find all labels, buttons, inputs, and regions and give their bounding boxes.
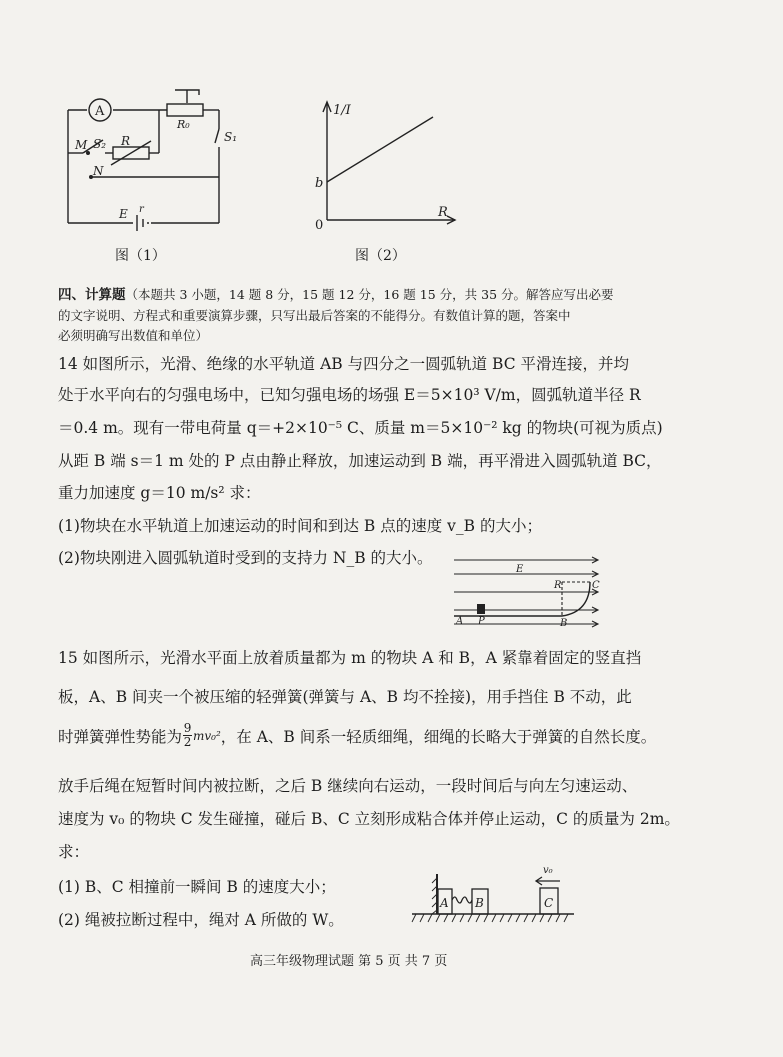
q15-fraction xyxy=(183,722,192,749)
q15-v0-label: v₀ xyxy=(543,865,553,876)
q15-line3 xyxy=(58,722,656,749)
q14-line1: 14 如图所示，光滑、绝缘的水平轨道 AB 与四分之一圆弧轨道 BC 平滑连接，并均 xyxy=(58,355,629,373)
q15-sub2: (2) 绳被拉断过程中，绳对 A 所做的 W。 xyxy=(58,911,344,929)
x-axis-label: R xyxy=(438,205,448,220)
r0-label: R₀ xyxy=(177,118,190,131)
q15-line5: 速度为 v₀ 的物块 C 发生碰撞，碰后 B、C 立刻形成粘合体并停止运动，C 的质量为 2m。 xyxy=(58,810,680,828)
ammeter-label: A xyxy=(95,104,105,119)
n-label: N xyxy=(93,164,104,178)
q14-line2: 处于水平向右的匀强电场中，已知匀强电场的场强 E＝5×10³ V/m，圆弧轨道半径 R xyxy=(58,386,641,404)
q14-sub1: (1)物块在水平轨道上加速运动的时间和到达 B 点的速度 v_B 的大小； xyxy=(58,517,542,535)
q14-b-label: B xyxy=(560,618,568,629)
q14-c-label: C xyxy=(592,580,600,591)
q14-sub2: (2)物块刚进入圆弧轨道时受到的支持力 N_B 的大小。 xyxy=(58,549,433,567)
q14-line3: ＝0.4 m。现有一带电荷量 q＝+2×10⁻⁵ C、质量 m＝5×10⁻² kg 的物块(可视为质点) xyxy=(58,419,663,437)
q15-sub1: (1) B、C 相撞前一瞬间 B 的速度大小； xyxy=(58,878,336,896)
e-label: E xyxy=(119,207,128,221)
circuit-diagram xyxy=(55,85,255,235)
q15-a-label: A xyxy=(440,896,449,910)
section4-note-line3: 必须明确写出数值和单位） xyxy=(58,328,209,343)
q15-line3-expr: mv₀² xyxy=(193,728,221,743)
section4-note-line2: 的文字说明、方程式和重要演算步骤，只写出最后答案的不能得分。有数值计算的题，答案中 xyxy=(58,308,571,323)
m-label: M xyxy=(75,138,88,152)
q14-p-label: P xyxy=(478,616,485,627)
q14-e-label: E xyxy=(516,564,524,575)
section4-title: 四、计算题 xyxy=(58,287,126,303)
q15-c-label: C xyxy=(544,896,554,910)
q14-line4: 从距 B 端 s＝1 m 处的 P 点由静止释放，加速运动到 B 端，再平滑进入圆弧轨道 BC， xyxy=(58,452,662,470)
r-label: R xyxy=(121,134,131,148)
section4-note-line1: （本题共 3 小题，14 题 8 分，15 题 12 分，16 题 15 分，共 35 分。解答应写出必要 xyxy=(125,287,614,302)
q15-blocks-diagram xyxy=(410,856,590,932)
graph-1-over-i xyxy=(305,92,465,232)
figure1-caption: 图（1） xyxy=(115,248,166,264)
figure2-caption: 图（2） xyxy=(355,248,406,264)
s1-label: S₁ xyxy=(224,130,238,144)
q14-field-track-diagram xyxy=(450,552,610,632)
q15-line4: 放手后绳在短暂时间内被拉断，之后 B 继续向右运动，一段时间后与向左匀速运动、 xyxy=(58,777,638,795)
page-footer: 高三年级物理试题 第 5 页 共 7 页 xyxy=(250,954,448,969)
q15-line3-post: ，在 A、B 间系一轻质细绳，细绳的长略大于弹簧的自然长度。 xyxy=(220,727,657,746)
section4-heading xyxy=(58,284,614,306)
s2-label: S₂ xyxy=(93,137,107,151)
origin-label: 0 xyxy=(315,218,324,232)
q14-r-label: R xyxy=(554,580,562,591)
intercept-label: b xyxy=(315,176,324,191)
q15-fraction-denominator: 2 xyxy=(183,735,192,749)
q15-fraction-numerator: 9 xyxy=(183,721,192,735)
q15-line3-pre: 时弹簧弹性势能为 xyxy=(58,727,183,746)
q15-line6: 求： xyxy=(58,843,90,861)
q15-line1: 15 如图所示，光滑水平面上放着质量都为 m 的物块 A 和 B，A 紧靠着固定的竖直挡 xyxy=(58,649,642,667)
q15-line2: 板，A、B 间夹一个被压缩的轻弹簧(弹簧与 A、B 均不拴接)，用手挡住 B 不动，此 xyxy=(58,688,632,706)
q14-a-label: A xyxy=(456,616,464,627)
q15-b-label: B xyxy=(475,896,484,910)
q14-line5: 重力加速度 g＝10 m/s² 求： xyxy=(58,484,261,502)
r-internal-label: r xyxy=(139,204,144,215)
y-axis-label: 1/I xyxy=(333,103,351,118)
